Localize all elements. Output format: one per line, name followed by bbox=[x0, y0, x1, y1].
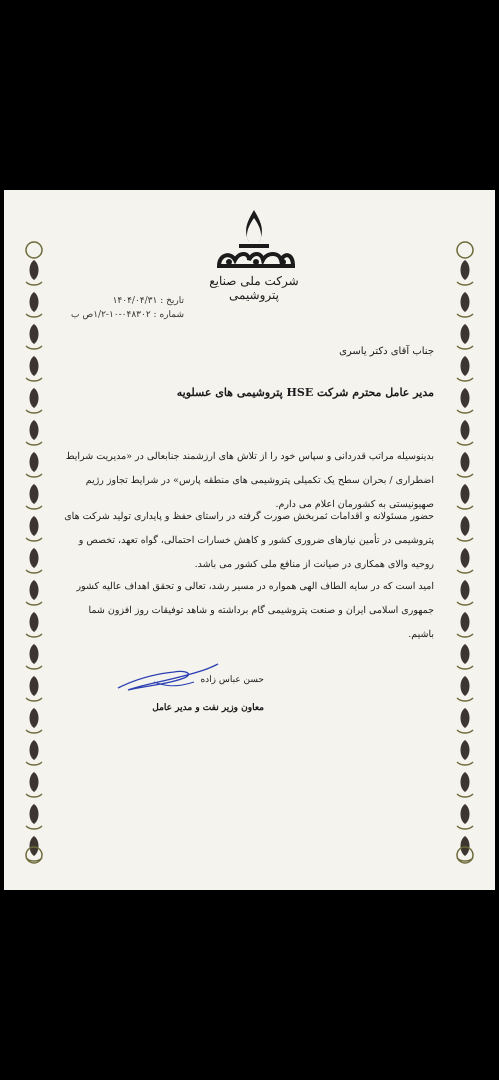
letter-meta bbox=[64, 294, 184, 322]
company-logo-icon bbox=[209, 208, 299, 270]
salutation: جناب آقای دکتر یاسری bbox=[339, 346, 434, 357]
paragraph-2: حضور مسئولانه و اقدامات ثمربخش صورت گرفته در راستای حفظ و پایداری تولید شرکت های پتروشیمی در تأمین نیازهای ضروری کشور و کاهش خسارات احتمالی، گواه تعهد، تخصص و روحیه والای همکاری در صیانت از منافع ملی کشور می باشد. bbox=[64, 511, 434, 570]
letter-sheet bbox=[4, 190, 495, 890]
company-name: شرکت ملی صنایع پتروشیمی bbox=[209, 274, 299, 302]
letter-date: تاریخ : ۱۴۰۴/۰۴/۳۱ bbox=[112, 296, 184, 306]
signatory-name: حسن عباس زاده bbox=[200, 675, 264, 685]
letter-number: شماره : ۰۴۸۳۰۲-۱۰-۱/۲ص ب bbox=[70, 310, 184, 320]
signatory-title: معاون وزیر نفت و مدیر عامل bbox=[152, 703, 264, 713]
paragraph-1: بدینوسیله مراتب قدردانی و سپاس خود را از تلاش های ارزشمند جنابعالی در «مدیریت شرایط اضطراری / بحران سطح یک تکمیلی پتروشیمی های منطقه پارس» در شرایط تجاوز رژیم صهیونیستی به کشورمان اعلام می دارم. bbox=[65, 451, 434, 510]
addressee: مدیر عامل محترم شرکت HSE پتروشیمی های عسلویه bbox=[176, 386, 434, 399]
paragraph-3: امید است که در سایه الطاف الهی همواره در مسیر رشد، تعالی و تحقق اهداف عالیه کشور جمهوری اسلامی ایران و صنعت پتروشیمی گام برداشته و شاهد توفیقات روز افزون شما باشیم. bbox=[76, 581, 434, 640]
